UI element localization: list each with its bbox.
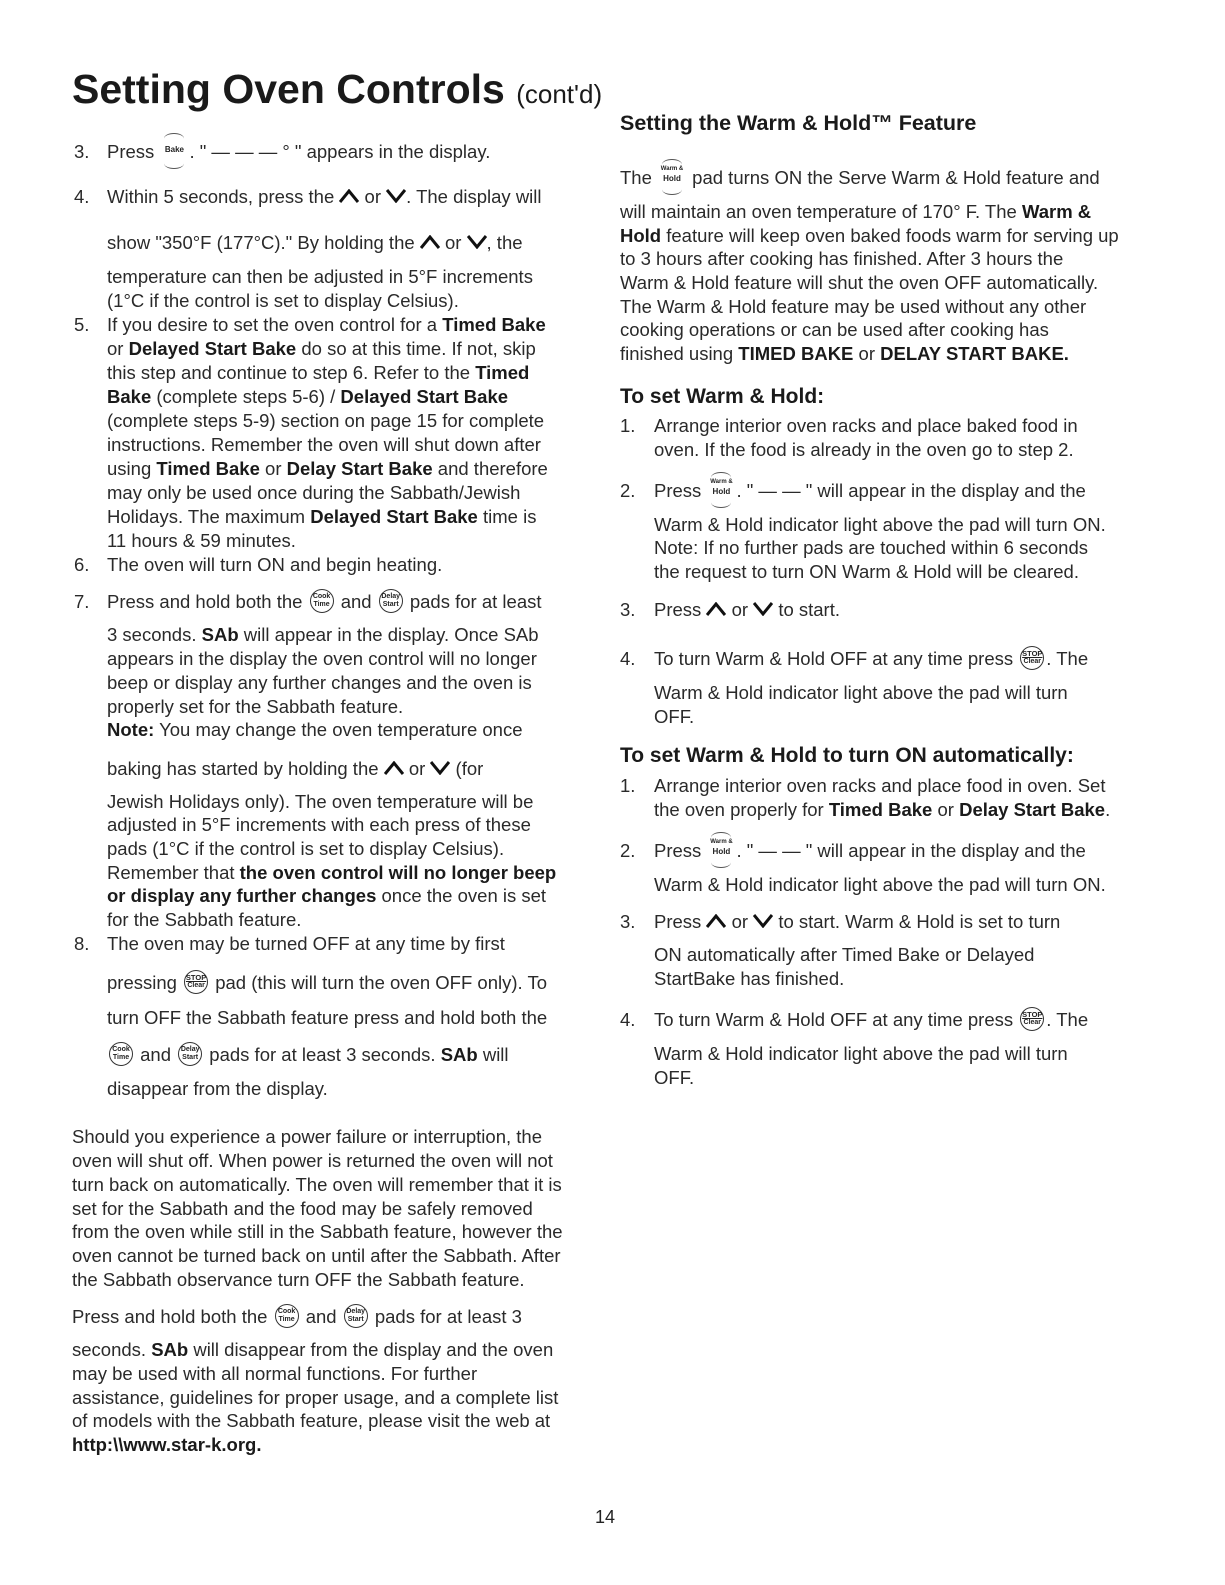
pad-label: Cook <box>112 1046 130 1054</box>
text: . " — — — ° " appears in the display. <box>189 141 491 162</box>
text: 3 seconds. <box>107 624 202 645</box>
up-arrow-icon <box>706 602 726 616</box>
sec1-step-2-line: Note: If no further pads are touched within 6 seconds <box>654 537 1088 558</box>
power-failure-paragraph-line: Should you experience a power failure or interruption, the <box>72 1126 542 1147</box>
cook-time-pad-icon <box>310 589 334 613</box>
warm-hold-pad-icon <box>657 165 687 189</box>
sabbath-paragraph-line: of models with the Sabbath feature, please visit the web at <box>72 1410 551 1431</box>
step-7-line: Jewish Holidays only). The oven temperature will be <box>107 791 534 812</box>
step-4-line-3: temperature can then be adjusted in 5°F increments <box>107 266 533 287</box>
pad-label: Hold <box>712 487 731 497</box>
text: , the <box>486 232 523 253</box>
text: Press <box>654 840 702 861</box>
sec1-step-4-line: Warm & Hold indicator light above the pad will turn <box>654 682 1068 703</box>
pad-label: Delay <box>180 1046 200 1054</box>
page-title <box>72 66 602 113</box>
pad-label: Start <box>347 1316 364 1324</box>
text: show "350°F (177°C)." By holding the <box>107 232 415 253</box>
step-5-line <box>107 361 529 384</box>
step-5-line: 11 hours & 59 minutes. <box>107 530 296 551</box>
emphasis: SAb <box>440 1044 478 1065</box>
step-3-line <box>107 140 490 165</box>
step-5-line: (complete steps 5-9) section on page 15 for complete <box>107 410 545 431</box>
text: using <box>107 458 157 479</box>
step-4-line-4: (1°C if the control is set to display Celsius). <box>107 290 459 311</box>
pad-label: Cook <box>312 593 331 601</box>
down-arrow-icon <box>430 761 450 775</box>
text: . " — — " will appear in the display and the <box>736 840 1086 861</box>
text: . " — — " will appear in the display and the <box>736 480 1086 501</box>
step-5-line <box>107 313 546 336</box>
sec2-step-1-line: Arrange interior oven racks and place food in oven. Set <box>654 775 1106 796</box>
text: or <box>731 599 749 620</box>
warm-hold-pad-icon <box>706 838 736 862</box>
step-4-line-1 <box>107 185 542 208</box>
step-5-line <box>107 385 508 408</box>
sec1-step-2-line: Warm & Hold indicator light above the pad will turn ON. <box>654 514 1106 535</box>
text: feature will keep oven baked foods warm for serving up <box>661 225 1119 246</box>
step-number: 1. <box>620 775 636 796</box>
step-7-line: beep or display any further changes and the oven is <box>107 672 532 693</box>
emphasis: SAb <box>151 1339 189 1360</box>
emphasis: DELAY START BAKE. <box>880 343 1069 364</box>
emphasis: Hold <box>620 225 662 246</box>
step-7-line: adjusted in 5°F increments with each press of these <box>107 814 531 835</box>
delay-start-pad-icon <box>178 1042 202 1066</box>
text: Within 5 seconds, press the <box>107 186 335 207</box>
sabbath-paragraph-line: assistance, guidelines for proper usage, and a complete list <box>72 1387 559 1408</box>
power-failure-paragraph-line: set for the Sabbath and the food may be safely removed <box>72 1198 533 1219</box>
cook-time-pad-icon <box>109 1042 133 1066</box>
note-label: Note: <box>107 719 155 740</box>
sec1-step-1-line: oven. If the food is already in the oven go to step 2. <box>654 439 1074 460</box>
text: once the oven is set <box>376 885 547 906</box>
pad-label: Hold <box>712 847 731 857</box>
step-5-line <box>107 457 548 480</box>
text: The <box>620 167 652 188</box>
step-8-line: disappear from the display. <box>107 1078 328 1099</box>
sec2-step-1-line <box>654 798 1110 821</box>
step-number: 7. <box>74 591 90 612</box>
sabbath-paragraph-line: may be used with all normal functions. For further <box>72 1363 478 1384</box>
pad-label: Delay <box>381 593 401 601</box>
delay-start-pad-icon <box>344 1304 368 1328</box>
intro-line: cooking operations or can be used after cooking has <box>620 319 1049 340</box>
sec2-step-4-line <box>654 1008 1088 1033</box>
text: to start. Warm & Hold is set to turn <box>778 911 1061 932</box>
step-7-line: appears in the display the oven control will no longer <box>107 648 537 669</box>
text: baking has started by holding the <box>107 758 379 779</box>
power-failure-paragraph-line: turn back on automatically. The oven will remember that it is <box>72 1174 562 1195</box>
text: or <box>107 338 129 359</box>
intro-line <box>620 342 1069 365</box>
pad-label: STOP <box>1022 649 1043 659</box>
cook-time-pad-icon <box>275 1304 299 1328</box>
text: pressing <box>107 972 177 993</box>
intro-line: Warm & Hold feature will shut the oven OFF automatically. <box>620 272 1099 293</box>
sec2-step-4-line: OFF. <box>654 1067 695 1088</box>
up-arrow-icon <box>420 235 440 249</box>
text: (complete steps 5-6) / <box>151 386 341 407</box>
emphasis: TIMED BAKE <box>738 343 854 364</box>
step-number: 6. <box>74 554 90 575</box>
stop-clear-pad-icon <box>184 970 208 994</box>
text: Press <box>654 911 702 932</box>
pad-label: Time <box>313 601 330 609</box>
text: time is <box>477 506 537 527</box>
sec1-step-2-line <box>654 479 1086 504</box>
down-arrow-icon <box>753 602 773 616</box>
step-7-line-1 <box>107 590 542 615</box>
intro-line <box>620 166 1100 191</box>
pad-label: Hold <box>663 174 681 184</box>
text: (for <box>455 758 484 779</box>
text: Press <box>654 480 702 501</box>
text: pads for at least <box>409 591 542 612</box>
text: You may change the oven temperature once <box>154 719 523 740</box>
step-7-line <box>107 757 483 780</box>
emphasis: Warm & <box>1021 201 1092 222</box>
page-number: 14 <box>594 1507 616 1527</box>
text: Holidays. The maximum <box>107 506 311 527</box>
section-heading: To set Warm & Hold to turn ON automatically: <box>620 744 1074 767</box>
warm-hold-heading: Setting the Warm & Hold™ Feature <box>620 111 977 135</box>
text: pads for at least 3 <box>374 1306 522 1327</box>
bake-pad-icon <box>159 139 189 163</box>
emphasis: Delayed Start Bake <box>340 386 509 407</box>
emphasis: Timed Bake <box>828 799 933 820</box>
step-number: 4. <box>74 186 90 207</box>
text: . The <box>1046 1009 1089 1030</box>
text: . The display will <box>406 186 542 207</box>
text: pads for at least 3 seconds. <box>209 1044 441 1065</box>
step-7-line <box>107 861 556 884</box>
text: to start. <box>778 599 841 620</box>
step-7-line: for the Sabbath feature. <box>107 909 302 930</box>
text: or <box>364 186 381 207</box>
text: will appear in the display. Once SAb <box>238 624 539 645</box>
text: and <box>140 1044 172 1065</box>
step-7-note <box>107 718 522 741</box>
text: To turn Warm & Hold OFF at any time press <box>654 648 1014 669</box>
pad-label: Time <box>112 1054 130 1062</box>
text: this step and continue to step 6. Refer to the <box>107 362 476 383</box>
text: and <box>305 1306 337 1327</box>
emphasis: or display any further changes <box>107 885 377 906</box>
text: and therefore <box>432 458 548 479</box>
text: or <box>731 911 749 932</box>
step-number: 2. <box>620 840 636 861</box>
sec2-step-3-line: StartBake has finished. <box>654 968 845 989</box>
emphasis: Bake <box>107 386 152 407</box>
step-number: 3. <box>74 141 90 162</box>
text: Remember that <box>107 862 240 883</box>
emphasis: the oven control will no longer beep <box>239 862 557 883</box>
text: Press and hold both the <box>107 591 303 612</box>
step-number: 3. <box>620 911 636 932</box>
step-number: 4. <box>620 648 636 669</box>
emphasis: Delay Start Bake <box>286 458 433 479</box>
down-arrow-icon <box>386 189 406 203</box>
text: . <box>1105 799 1111 820</box>
emphasis: Delayed Start Bake <box>128 338 297 359</box>
text: and <box>340 591 372 612</box>
text: Press <box>654 599 702 620</box>
website-link[interactable]: http:\\www.star-k.org. <box>72 1434 262 1455</box>
up-arrow-icon <box>384 761 404 775</box>
emphasis: SAb <box>201 624 239 645</box>
pad-label: Delay <box>346 1308 366 1316</box>
sabbath-paragraph-line <box>72 1305 522 1330</box>
pad-label: STOP <box>1022 1010 1043 1020</box>
intro-line: The Warm & Hold feature may be used without any other <box>620 296 1087 317</box>
step-5-line: may only be used once during the Sabbath/Jewish <box>107 482 521 503</box>
step-6-line: The oven will turn ON and begin heating. <box>107 554 443 575</box>
step-number: 2. <box>620 480 636 501</box>
emphasis: Timed <box>475 362 530 383</box>
text: or <box>259 458 287 479</box>
power-failure-paragraph-line: oven will shut off. When power is returned the oven will not <box>72 1150 553 1171</box>
text: or <box>444 232 462 253</box>
pad-label: Cook <box>277 1308 296 1316</box>
stop-clear-pad-icon <box>1020 1007 1044 1031</box>
pad-label: Start <box>382 601 399 609</box>
step-5-line <box>107 505 536 528</box>
power-failure-paragraph-line: the Sabbath observance turn OFF the Sabbath feature. <box>72 1269 525 1290</box>
step-number: 8. <box>74 933 90 954</box>
step-8-line: The oven may be turned OFF at any time by first <box>107 933 505 954</box>
sec2-step-3-line <box>654 910 1060 933</box>
sec2-step-4-line: Warm & Hold indicator light above the pad will turn <box>654 1043 1068 1064</box>
step-7-line <box>107 884 546 907</box>
delay-start-pad-icon <box>379 589 403 613</box>
sec2-step-2-line: Warm & Hold indicator light above the pad will turn ON. <box>654 874 1106 895</box>
sec1-step-2-line: the request to turn ON Warm & Hold will be cleared. <box>654 561 1079 582</box>
text: will <box>477 1044 509 1065</box>
sabbath-paragraph-line <box>72 1338 553 1361</box>
text: . The <box>1046 648 1089 669</box>
text: Press and hold both the <box>72 1306 268 1327</box>
text: or <box>408 758 426 779</box>
down-arrow-icon <box>467 235 487 249</box>
text: do so at this time. If not, skip <box>296 338 536 359</box>
section-heading: To set Warm & Hold: <box>620 385 825 408</box>
text: If you desire to set the oven control for a <box>107 314 443 335</box>
page-title-main: Setting Oven Controls <box>72 66 505 112</box>
emphasis: Delayed Start Bake <box>310 506 478 527</box>
step-8-line <box>107 1043 509 1068</box>
step-8-line: turn OFF the Sabbath feature press and hold both the <box>107 1007 548 1028</box>
pad-label: Bake <box>164 145 184 155</box>
power-failure-paragraph-line: oven cannot be turned back on until after the Sabbath. After <box>72 1245 561 1266</box>
text: Press <box>107 141 155 162</box>
emphasis: Delay Start Bake <box>959 799 1106 820</box>
step-7-line: properly set for the Sabbath feature. <box>107 696 404 717</box>
page-title-suffix: (cont'd) <box>516 79 603 109</box>
pad-label: Clear <box>1023 658 1042 666</box>
sec1-step-4-line: OFF. <box>654 706 695 727</box>
up-arrow-icon <box>339 189 359 203</box>
up-arrow-icon <box>706 914 726 928</box>
step-number: 3. <box>620 599 636 620</box>
intro-line <box>620 200 1091 223</box>
step-4-line-2 <box>107 231 523 254</box>
intro-line: to 3 hours after cooking has finished. After 3 hours the <box>620 248 1064 269</box>
step-number: 4. <box>620 1009 636 1030</box>
text: will maintain an oven temperature of 170° F. The <box>620 201 1022 222</box>
sec1-step-1-line: Arrange interior oven racks and place baked food in <box>654 415 1078 436</box>
step-5-line: instructions. Remember the oven will shut down after <box>107 434 541 455</box>
power-failure-paragraph-line: from the oven while still in the Sabbath feature, however the <box>72 1221 563 1242</box>
intro-line <box>620 224 1119 247</box>
step-8-line <box>107 971 547 996</box>
stop-clear-pad-icon <box>1020 646 1044 670</box>
text: the oven properly for <box>654 799 829 820</box>
step-5-line <box>107 337 536 360</box>
pad-label: Time <box>278 1316 295 1324</box>
text: To turn Warm & Hold OFF at any time press <box>654 1009 1014 1030</box>
step-7-line <box>107 623 539 646</box>
text: pad turns ON the Serve Warm & Hold feature and <box>692 167 1100 188</box>
emphasis: Timed Bake <box>442 314 546 335</box>
text: seconds. <box>72 1339 152 1360</box>
pad-label: Warm & <box>710 479 733 486</box>
pad-label: Clear <box>1023 1019 1042 1027</box>
sec1-step-4-line <box>654 647 1088 672</box>
step-number: 5. <box>74 314 90 335</box>
pad-label: STOP <box>185 973 207 983</box>
text: or <box>932 799 960 820</box>
step-7-line: pads (1°C if the control is set to display Celsius). <box>107 838 505 859</box>
text: or <box>853 343 881 364</box>
down-arrow-icon <box>753 914 773 928</box>
pad-label: Warm & <box>710 839 733 846</box>
sec2-step-2-line <box>654 839 1086 864</box>
sec1-step-3-line <box>654 598 840 621</box>
text: pad (this will turn the oven OFF only). To <box>215 972 547 993</box>
pad-label: Clear <box>187 982 205 990</box>
pad-label: Warm & <box>660 166 684 173</box>
emphasis: Timed Bake <box>156 458 260 479</box>
step-number: 1. <box>620 415 636 436</box>
sec2-step-3-line: ON automatically after Timed Bake or Delayed <box>654 944 1035 965</box>
pad-label: Start <box>182 1054 199 1062</box>
text: finished using <box>620 343 739 364</box>
text: will disappear from the display and the oven <box>188 1339 554 1360</box>
warm-hold-pad-icon <box>706 478 736 502</box>
